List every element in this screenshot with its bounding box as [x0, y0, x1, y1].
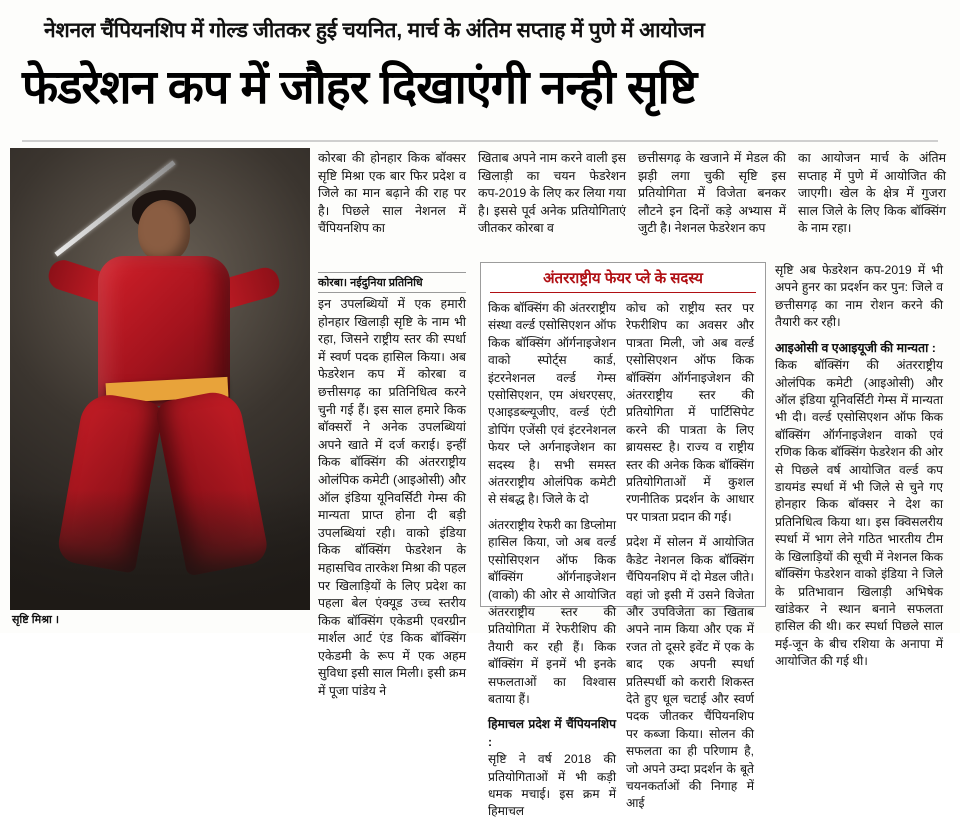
sidebar-subhead-himachal: हिमाचल प्रदेश में चैंपियनशिप : [488, 717, 616, 749]
headline-divider [22, 140, 938, 142]
right-column-subhead: आइओसी व एआइयूजी की मान्यता : [775, 340, 936, 355]
sidebar-para-5: प्रदेश में सोलन में आयोजित कैडेट नेशनल किक बॉक्सिंग चैंपियनशिप में दो मेडल जीते। वहां जो इसी में उसने विजेता और उपविजेता का खिताब अपने नाम किया और एक में रजत तो दूसरे इवेंट में एक के बाद एक अपनी स्पर्धा प्रतिस्पर्धी को करारी शिकस्त देते हुए धूल चटाई और स्वर्ण पदक जीतकर चैंपियनशिप पर कब्जा किया। सोलन की सफलता का ही परिणाम है, जो अपने उम्दा प्रदर्शन के बूते चयनकर्ताओं की निगाह में आई [626, 535, 754, 811]
right-column-body: किक बॉक्सिंग की अंतरराष्ट्रीय ओलंपिक कमेटी (आइओसी) और ऑल इंडिया यूनिवर्सिटी गेम्स में मान्यता भी दी। वर्ल्ड एसोसिएशन ऑफ किक बॉक्सिंग ऑर्गनाइजेशन वाको एवं रणिक किक बॉक्सिंग फेडरेशन की ओर से पिछले वर्ष आयोजित वर्ल्ड कप डायमंड स्पर्धा में भी जिले से चुने गए होनहार किक बॉक्सर ने देश का प्रतिनिधित्व किया था। इस क्विसलरीय स्पर्धा में भाग लेने गठित भारतीय टीम के खिलाड़ियों की सूची में नेशनल किक बॉक्सिंग फेडरेशन वाको इंडिया ने जिले के प्रतिभावान खिलाड़ी अभिषेक खांडेकर ने स्थान बनाने सफलता हासिल की थी। कर स्पर्धा पिछले साल मई-जून के बीच रशिया के अनापा में आयोजित की गई थी। [775, 358, 943, 669]
main-headline: फेडरेशन कप में जौहर दिखाएंगी नन्ही सृष्टि [22, 60, 697, 113]
sidebar-para-4: कोच को राष्ट्रीय स्तर पर रेफरीशिप का अवसर और पात्रता मिली, जो अब वर्ल्ड एसोसिएशन ऑफ किक बॉक्सिंग ऑर्गनाइजेशन की अंतरराष्ट्रीय स्तर की प्रतियोगिता में पार्टिसिपेट करने की पात्रता के लिए ब्रायसस्ट है। राज्य व राष्ट्रीय स्तर की अनेक किक बॉक्सिंग प्रतियोगिताओं में कुशल रणनीतिक प्रदर्शन के आधार पर पात्रता प्रदान की गई। [626, 301, 754, 524]
sidebar-para-1: किक बॉक्सिंग की अंतरराष्ट्रीय संस्था वर्ल्ड एसोसिएशन ऑफ किक बॉक्सिंग ऑर्गनाइजेशन वाको स्पोर्ट्स कार्ड, इंटरनेशनल वर्ल्ड गेम्स एसोसिएशन, एम अंधरएसए, एआइडब्ल्यूजीए, वर्ल्ड एंटी डोपिंग एजेंसी एवं इंटरनेशनल फेयर प्ले अर्गनाइजेशन का सदस्य है। सभी समस्त अंतरराष्ट्रीय ओलंपिक कमेटी से संबद्ध है। जिले के दो [488, 301, 616, 507]
sidebar-para-2: अंतरराष्ट्रीय रेफरी का डिप्लोमा हासिल किया, जो अब वर्ल्ड एसोसिएशन ऑफ किक बॉक्सिंग ऑर्गनाइजेशन (वाको) की ओर से आयोजित अंतरराष्ट्रीय स्तर की प्रतियोगिता में रेफरीशिप की तैयारी कर रही हैं। किक बॉक्सिंग में इनमें भी इनके सफलताओं का विश्वास बताया हैं। [488, 517, 616, 706]
body-column-left: इन उपलब्धियों में एक हमारी होनहार खिलाड़ी सृष्टि के नाम भी रहा, जिसने राष्ट्रीय स्तर की स्पर्धा में स्वर्ण पदक हासिल किया। अब फेडरेशन कप में कोरबा व छत्तीसगढ़ का प्रतिनिधित्व करने चुनी गई हैं। इस साल हमारे किक बॉक्सरों ने अनेक उपलब्धियां अपने खाते में दर्ज कराई। इन्हीं किक बॉक्सिंग की अंतरराष्ट्रीय ओलंपिक कमेटी (आइओसी) और ऑल इंडिया यूनिवर्सिटी गेम्स की मान्यता प्राप्त होना दी बड़ी उपलब्धियां रही। वाको इंडिया किक बॉक्सिंग फेडरेशन के महासचिव तारकेश मिश्रा की पहल पर खिलाड़ियों के लिए प्रदेश का पहला बेल एंक्यूड उच्च स्तरीय किक बॉक्सिंग एकेडमी एवरग्रीन मार्शल आर्ट एंड किक बॉक्सिंग एकेडमी के रूप में एक अहम सुविधा इसी साल मिली। इसी क्रम में पूजा पांडेय ने [318, 297, 466, 699]
sidebar-para-3: सृष्टि ने वर्ष 2018 की प्रतियोगिताओं में भी कड़ी धमक मचाई। इस क्रम में हिमाचल [488, 752, 616, 819]
sidebar-box-column-2 [626, 300, 754, 813]
photo-caption: सृष्टि मिश्रा । [12, 614, 60, 626]
head [138, 200, 190, 262]
sidebar-box-title: अंतरराष्ट्रीय फेयर प्ले के सदस्य [543, 270, 703, 287]
athlete-photo [10, 148, 310, 610]
kicker-headline: नेशनल चैंपियनशिप में गोल्ड जीतकर हुई चयनित, मार्च के अंतिम सप्ताह में पुणे में आयोजन [44, 19, 705, 42]
intro-column-1: कोरबा की होनहार किक बॉक्सर सृष्टि मिश्रा एक बार फिर प्रदेश व जिले का मान बढ़ाने की राह पर है। पिछले साल नेशनल में चैंपियनशिप का [318, 151, 466, 236]
intro-column-4: का आयोजन मार्च के अंतिम सप्ताह में पुणे में आयोजित की जाएगी। खेल के क्षेत्र में गुजरा साल जिले के लिए किक बॉक्सिंग के नाम रहा। [798, 151, 946, 236]
photo-floor-shadow [10, 490, 310, 610]
intro-column-3: छत्तीसगढ़ के खजाने में मेडल की झड़ी लगा चुकी सृष्टि इस प्रतियोगिता में विजेता बनकर लौटने इन दिनों कड़े अभ्यास में जुटी है। नेशनल फेडरेशन कप [638, 151, 786, 236]
byline: कोरबा। नईदुनिया प्रतिनिधि [318, 272, 466, 293]
body-column-right [775, 262, 943, 671]
sidebar-box-column-1 [488, 300, 616, 821]
sidebar-box-rule [490, 292, 756, 293]
right-column-lead: सृष्टि अब फेडरेशन कप-2019 में भी अपने हुनर का प्रदर्शन कर पुन: जिले व छत्तीसगढ़ का नाम रोशन करने की तैयारी कर रही। [775, 263, 943, 330]
intro-column-2: खिताब अपने नाम करने वाली इस खिलाड़ी का चयन फेडरेशन कप-2019 के लिए कर लिया गया है। इससे पूर्व अनेक प्रतियोगिताएं जीतकर कोरबा व [478, 151, 626, 236]
